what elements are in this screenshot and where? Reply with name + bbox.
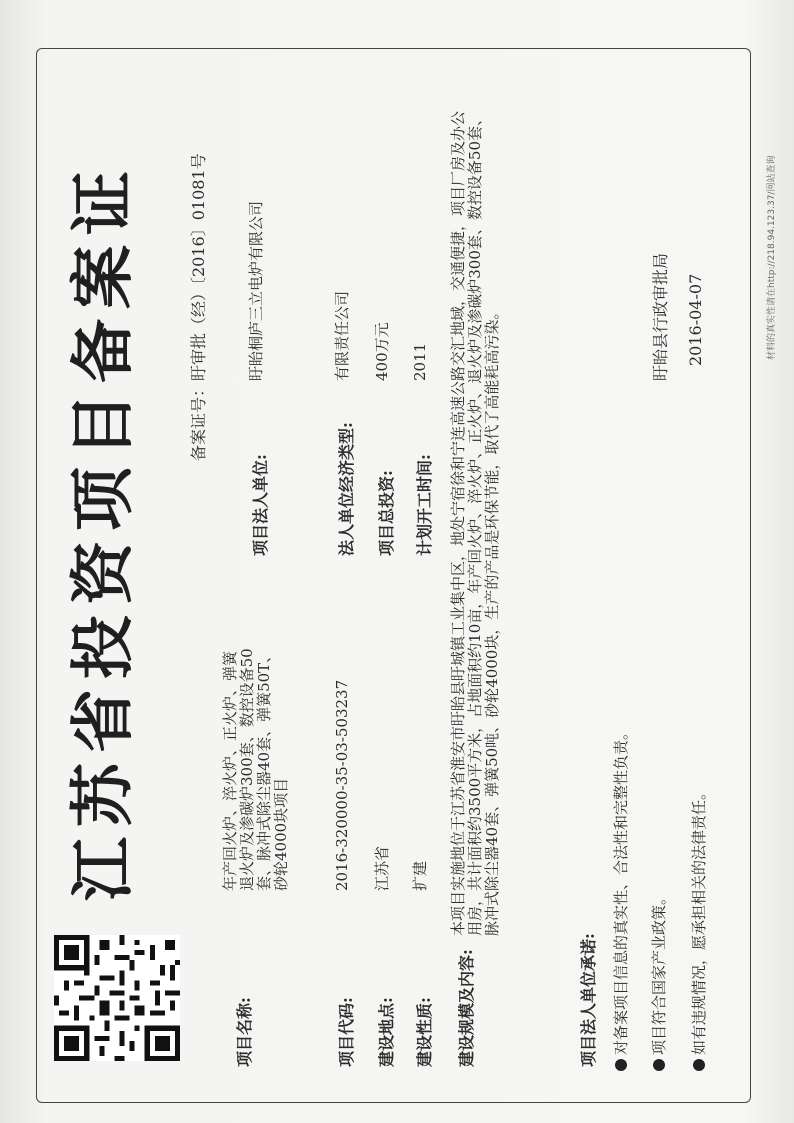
scale-content-label: 建设规模及内容: <box>457 949 476 1067</box>
legal-unit-value: 盱眙桐庐三立电炉有限公司 <box>247 200 265 381</box>
scale-content-value: 本项目实施地位于江苏省淮安市盱眙县盱城镇工业集中区，地处宁宿徐和宁连高速公路交汇地域，交通便捷，项目厂房及办公用房，共计面积约3500平方米，占地面积约10亩，年产回火炉、淬火炉、正火炉、退火炉及渗碳炉300套、数控设备50套、脉冲式除尘器40套、弹簧50吨、砂轮4000块，生产的产品是环保节能，取代了高能耗高污染。 <box>449 110 501 936</box>
project-code-label: 项目代码: <box>337 997 356 1067</box>
legal-unit-label: 项目法人单位: <box>251 454 270 556</box>
economic-type-value: 有限责任公司 <box>333 290 351 381</box>
total-investment-value: 400万元 <box>373 322 391 381</box>
verification-note <box>758 60 788 360</box>
project-name-label: 项目名称: <box>235 997 254 1067</box>
verification-note-text: 材料的真实性请在http://218.94.123.37/网站查询 <box>767 155 777 360</box>
commitment-item-3 <box>688 785 709 1071</box>
certificate-title: 江苏省投资项目备案证 <box>66 161 141 901</box>
economic-type-label: 法人单位经济类型: <box>337 422 356 556</box>
commitment-item-text: 如有违规情况，愿承担相关的法律责任。 <box>690 784 708 1055</box>
commitment-heading: 项目法人单位承诺: <box>579 933 598 1067</box>
bullet-dot-icon <box>693 1059 705 1071</box>
qr-code[interactable] <box>54 935 180 1061</box>
certificate-document <box>36 48 749 1101</box>
location-value: 江苏省 <box>373 845 391 891</box>
commitment-item-text: 对备案项目信息的真实性、合法性和完整性负责。 <box>612 724 630 1055</box>
location-label: 建设地点: <box>377 997 396 1067</box>
bullet-dot-icon <box>653 1059 665 1071</box>
issue-date: 2016-04-07 <box>686 273 705 366</box>
construction-nature-value: 扩建 <box>411 860 429 891</box>
certificate-number: 备案证号：盱审批（经）〔2016〕01081号 <box>189 153 208 461</box>
commitment-item-text: 项目符合国家产业政策。 <box>650 889 668 1055</box>
bullet-dot-icon <box>615 1059 627 1071</box>
issuing-authority: 盱眙县行政审批局 <box>651 252 670 381</box>
project-name-value: 年产回火炉、淬火炉、正火炉、弹簧退火炉及渗碳炉300套、数控设备50套、脉冲式除尘器40套、弹簧50T、砂轮4000块项目 <box>221 647 290 891</box>
total-investment-label: 项目总投资: <box>377 470 396 556</box>
commitment-item-2 <box>648 890 669 1071</box>
start-time-label: 计划开工时间: <box>415 454 434 556</box>
construction-nature-label: 建设性质: <box>415 997 434 1067</box>
project-code-value: 2016-320000-35-03-503237 <box>333 679 351 891</box>
commitment-item-1 <box>610 725 631 1071</box>
start-time-value: 2011 <box>411 342 429 381</box>
